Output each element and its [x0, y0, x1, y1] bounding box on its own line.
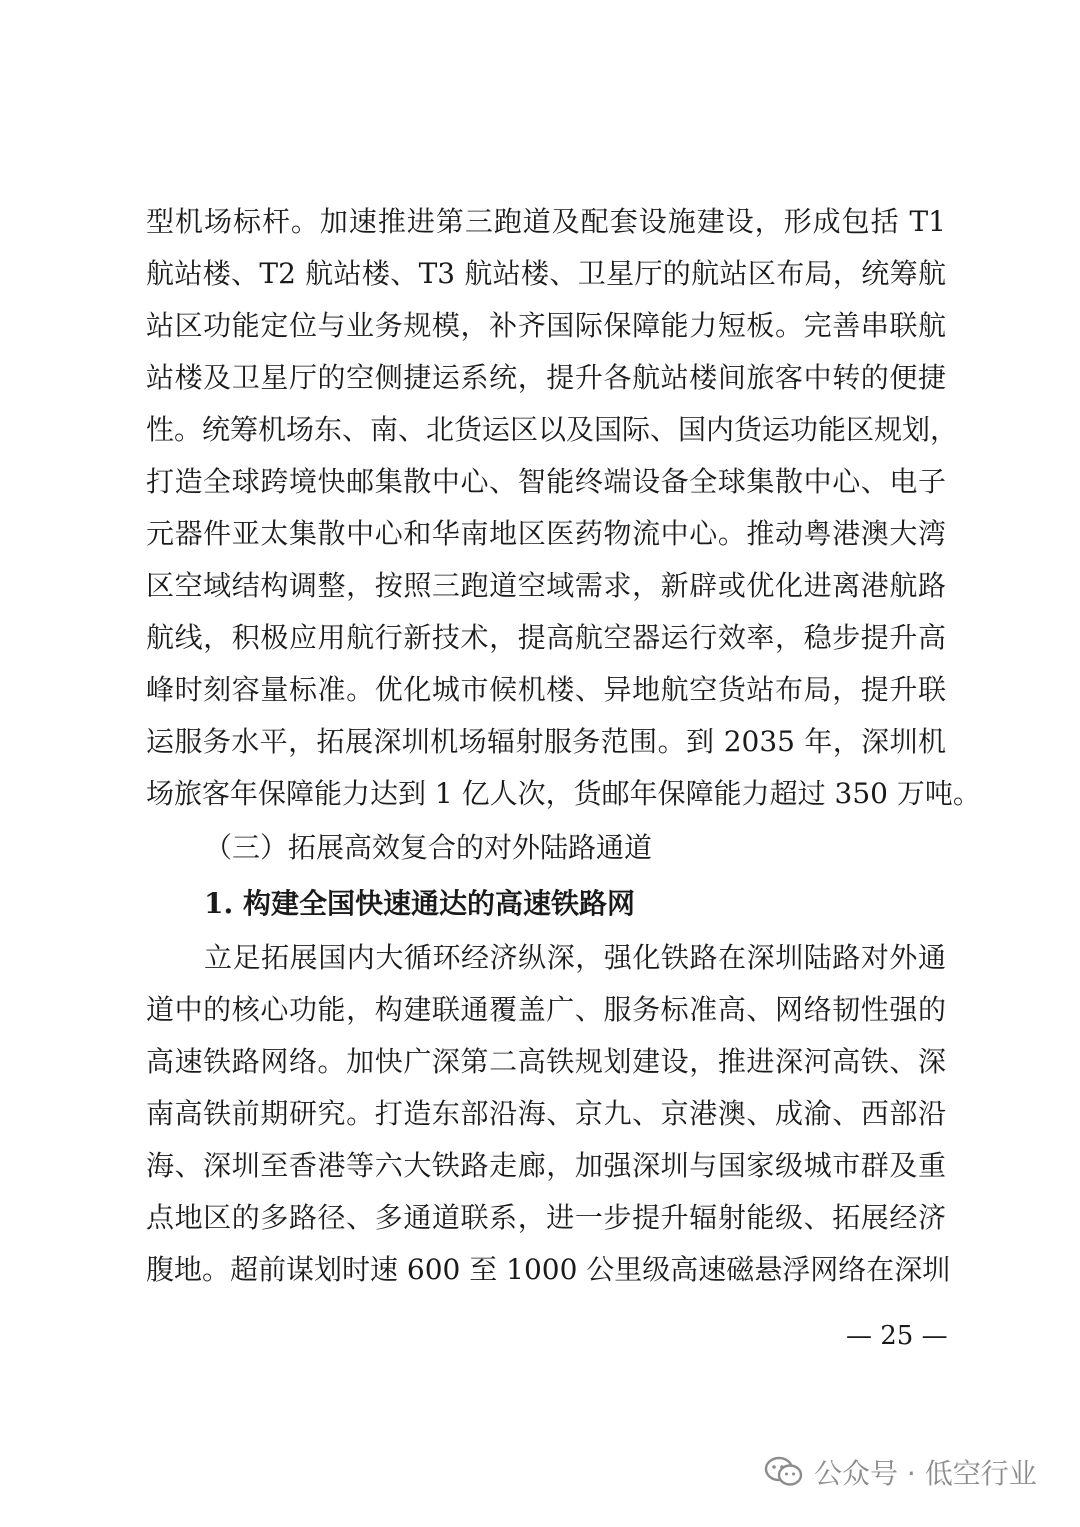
- watermark: [764, 1448, 1037, 1496]
- paragraph-line: 元器件亚太集散中心和华南地区医药物流中心。推动粤港澳大湾: [146, 517, 946, 550]
- paragraph-line: 航线，积极应用航行新技术，提高航空器运行效率，稳步提升高: [146, 621, 946, 654]
- paragraph-line: 性。统筹机场东、南、北货运区以及国际、国内货运功能区规划，: [146, 413, 959, 446]
- paragraph-line: 运服务水平，拓展深圳机场辐射服务范围。到 2035 年，深圳机: [146, 725, 946, 758]
- paragraph-line: 腹地。超前谋划时速 600 至 1000 公里级高速磁悬浮网络在深圳: [146, 1253, 951, 1286]
- section-heading: （三）拓展高效复合的对外陆路通道: [204, 831, 653, 864]
- watermark-text: 公众号 · 低空行业: [814, 1457, 1037, 1490]
- wechat-icon: [764, 1456, 804, 1488]
- paragraph-line: 南高铁前期研究。打造东部沿海、京九、京港澳、成渝、西部沿: [146, 1097, 946, 1130]
- subsection-heading: 1. 构建全国快速通达的高速铁路网: [204, 887, 635, 920]
- paragraph-line: 峰时刻容量标准。优化城市候机楼、异地航空货站布局，提升联: [146, 673, 946, 706]
- paragraph-line: 站楼及卫星厅的空侧捷运系统，提升各航站楼间旅客中转的便捷: [146, 361, 946, 394]
- paragraph-line: 站区功能定位与业务规模，补齐国际保障能力短板。完善串联航: [146, 309, 946, 342]
- paragraph-line: 海、深圳至香港等六大铁路走廊，加强深圳与国家级城市群及重: [146, 1149, 946, 1182]
- page-number: — 25 —: [846, 1321, 948, 1351]
- paragraph-line: 航站楼、T2 航站楼、T3 航站楼、卫星厅的航站区布局，统筹航: [146, 257, 946, 290]
- paragraph-line: 点地区的多路径、多通道联系，进一步提升辐射能级、拓展经济: [146, 1201, 946, 1234]
- paragraph-line: 高速铁路网络。加快广深第二高铁规划建设，推进深河高铁、深: [146, 1045, 946, 1078]
- paragraph-line: 立足拓展国内大循环经济纵深，强化铁路在深圳陆路对外通: [204, 941, 946, 974]
- paragraph-line: 型机场标杆。加速推进第三跑道及配套设施建设，形成包括 T1: [146, 205, 946, 238]
- paragraph-line: 道中的核心功能，构建联通覆盖广、服务标准高、网络韧性强的: [146, 993, 946, 1026]
- paragraph-line: 打造全球跨境快邮集散中心、智能终端设备全球集散中心、电子: [146, 465, 946, 498]
- paragraph-line: 区空域结构调整，按照三跑道空域需求，新辟或优化进离港航路: [146, 569, 946, 602]
- paragraph-line: 场旅客年保障能力达到 1 亿人次，货邮年保障能力超过 350 万吨。: [146, 777, 981, 810]
